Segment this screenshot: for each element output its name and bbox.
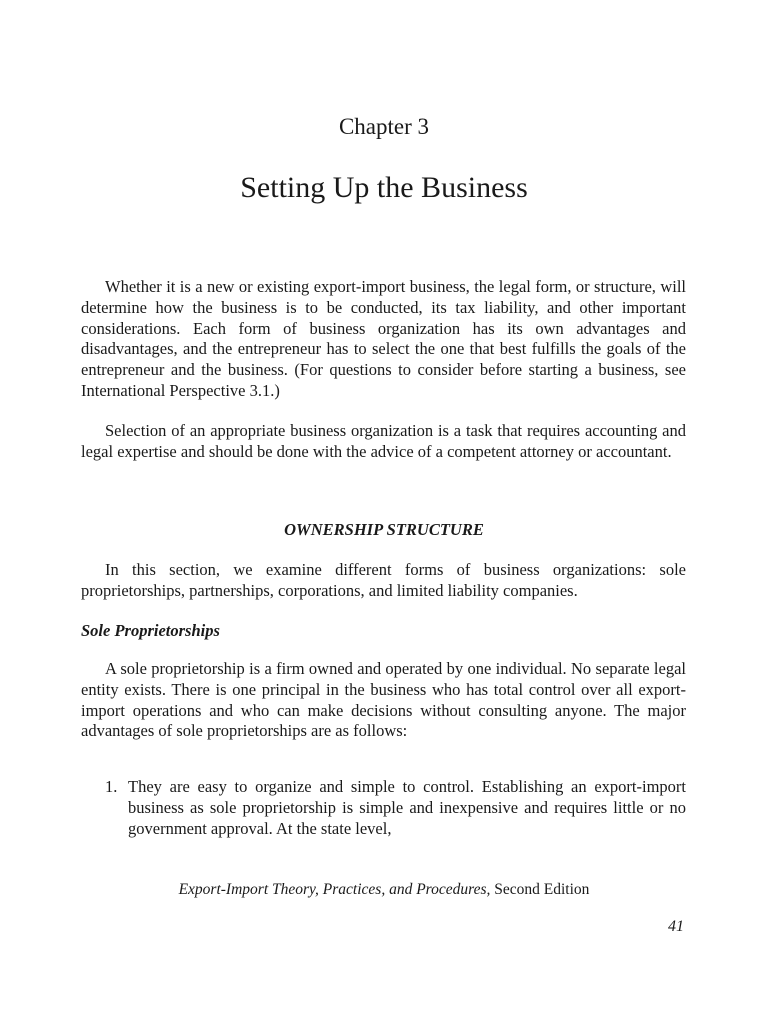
footer-citation	[0, 880, 768, 900]
list-item-text: They are easy to organize and simple to control. Establishing an export-import business as sole proprietorship is simple and inexpensive and requires little or no government approval. At the state level,	[128, 777, 686, 838]
intro-paragraph-2: Selection of an appropriate business organization is a task that requires accounting and legal expertise and should be done with the advice of a competent attorney or accountant.	[81, 421, 686, 461]
footer-book-title: Export-Import Theory, Practices, and Procedures,	[178, 881, 491, 898]
sole-proprietorships-paragraph: A sole proprietorship is a firm owned and operated by one individual. No separate legal entity exists. There is one principal in the business who has total control over all export-import operations and who can make decisions without consulting anyone. The major advantages of sole proprietorships are as follows:	[81, 659, 686, 741]
subsection-heading-sole-proprietorships: Sole Proprietorships	[81, 621, 220, 640]
ownership-structure-paragraph: In this section, we examine different forms of business organizations: sole proprietorships, partnerships, corporations, and limited liability companies.	[81, 560, 686, 600]
section-heading-ownership-structure: OWNERSHIP STRUCTURE	[284, 520, 484, 539]
chapter-label: Chapter 3	[338, 114, 430, 139]
list-item	[105, 777, 686, 839]
page-number: 41	[668, 918, 684, 935]
chapter-title: Setting Up the Business	[240, 171, 528, 204]
footer-edition: Second Edition	[494, 881, 590, 898]
intro-paragraph-1: Whether it is a new or existing export-import business, the legal form, or structure, will determine how the business is to be conducted, its tax liability, and other important considerations. Each form of business organization has its own advantages and disadvantages, and the entrepreneur has to select the one that best fulfills the goals of the entrepreneur and the business. (For questions to consider before starting a business, see International Perspective 3.1.)	[81, 277, 686, 400]
list-item-number: 1.	[105, 777, 118, 796]
